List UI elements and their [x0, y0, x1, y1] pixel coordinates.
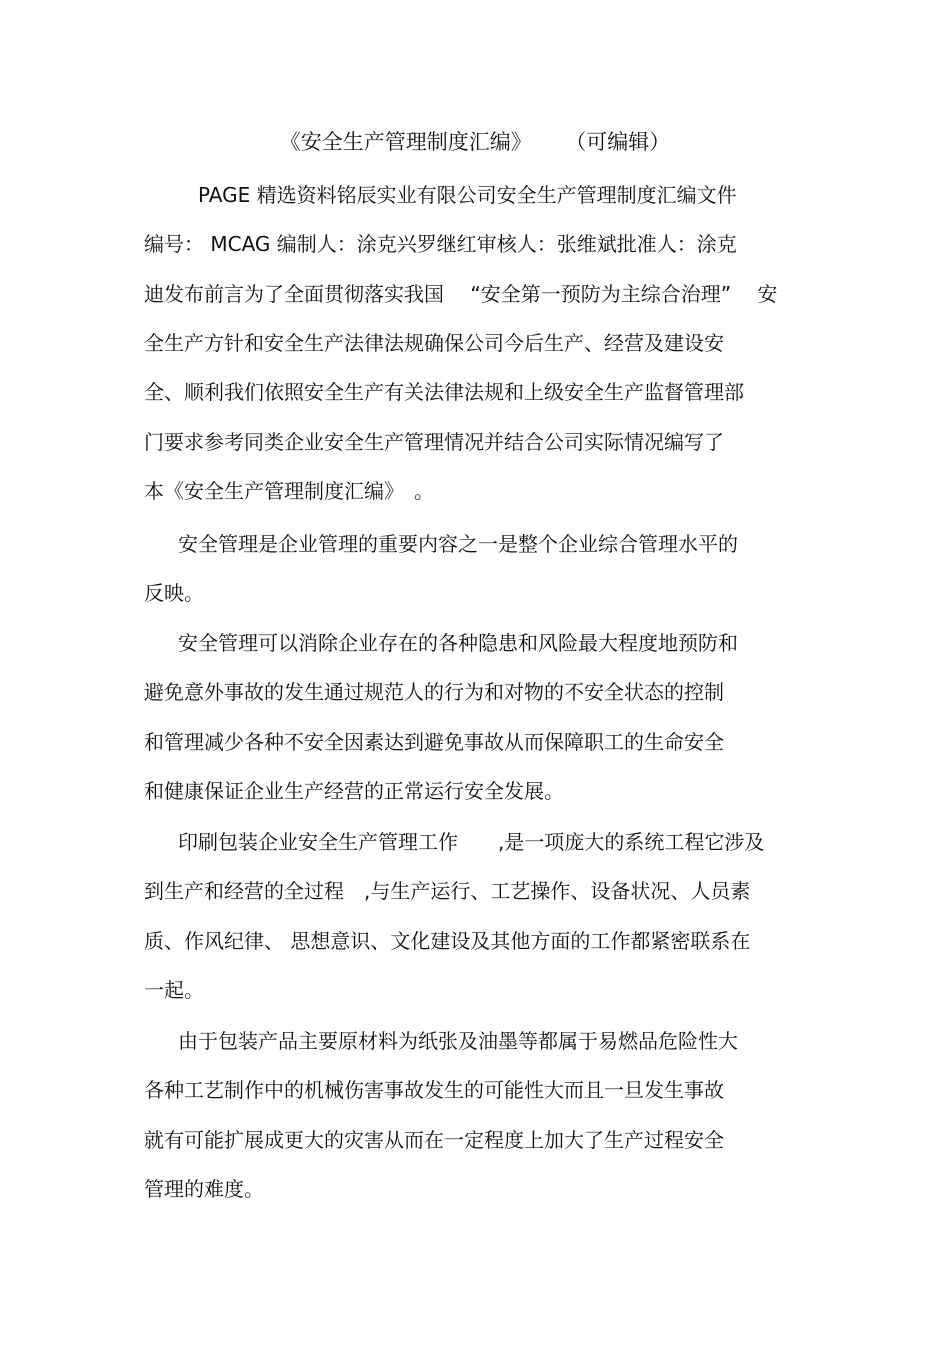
title-editable-note: （可编辑）	[575, 130, 671, 154]
body-line: 一起。	[144, 978, 204, 1002]
body-line: 全生产方针和安全生产法律法规确保公司今后生产、经营及建设安	[144, 331, 724, 355]
body-line: 门要求参考同类企业安全生产管理情况并结合公司实际情况编写了	[144, 430, 724, 454]
body-line: 和管理减少各种不安全因素达到避免事故从而保障职工的生命安全	[144, 730, 724, 754]
body-line: 避免意外事故的发生通过规范人的行为和对物的不安全状态的控制	[144, 680, 724, 704]
body-line: 全、顺利我们依照安全生产有关法律法规和上级安全生产监督管理部	[144, 380, 744, 404]
body-line: 到生产和经营的全过程 ,与生产运行、工艺操作、设备状况、人员素	[144, 879, 751, 903]
body-line: 质、作风纪律、 思想意识、文化建设及其他方面的工作都紧密联系在	[144, 929, 751, 953]
body-line: 就有可能扩展成更大的灾害从而在一定程度上加大了生产过程安全	[144, 1128, 724, 1152]
body-line: 迪发布前言为了全面贯彻落实我国 “安全第一预防为主综合治理” 安	[144, 282, 778, 306]
body-line: PAGE 精选资料铭辰实业有限公司安全生产管理制度汇编文件	[198, 183, 737, 207]
title-main: 《安全生产管理制度汇编》	[279, 130, 532, 154]
body-line: 各种工艺制作中的机械伤害事故发生的可能性大而且一旦发生事故	[144, 1078, 724, 1102]
document-title	[0, 128, 950, 156]
body-line: 反映。	[144, 581, 204, 605]
body-line: 管理的难度。	[144, 1177, 264, 1201]
paragraph-first-line: 印刷包装企业安全生产管理工作 ,是一项庞大的系统工程它涉及	[178, 830, 765, 854]
body-line: 和健康保证企业生产经营的正常运行安全发展。	[144, 779, 564, 803]
paragraph-first-line: 安全管理可以消除企业存在的各种隐患和风险最大程度地预防和	[178, 631, 738, 655]
paragraph-first-line: 由于包装产品主要原材料为纸张及油墨等都属于易燃品危险性大	[178, 1029, 738, 1053]
body-line: 编号： MCAG 编制人：涂克兴罗继红审核人：张维斌批准人：涂克	[144, 232, 737, 256]
paragraph-first-line: 安全管理是企业管理的重要内容之一是整个企业综合管理水平的	[178, 532, 738, 556]
body-line: 本《安全生产管理制度汇编》 。	[144, 479, 434, 503]
